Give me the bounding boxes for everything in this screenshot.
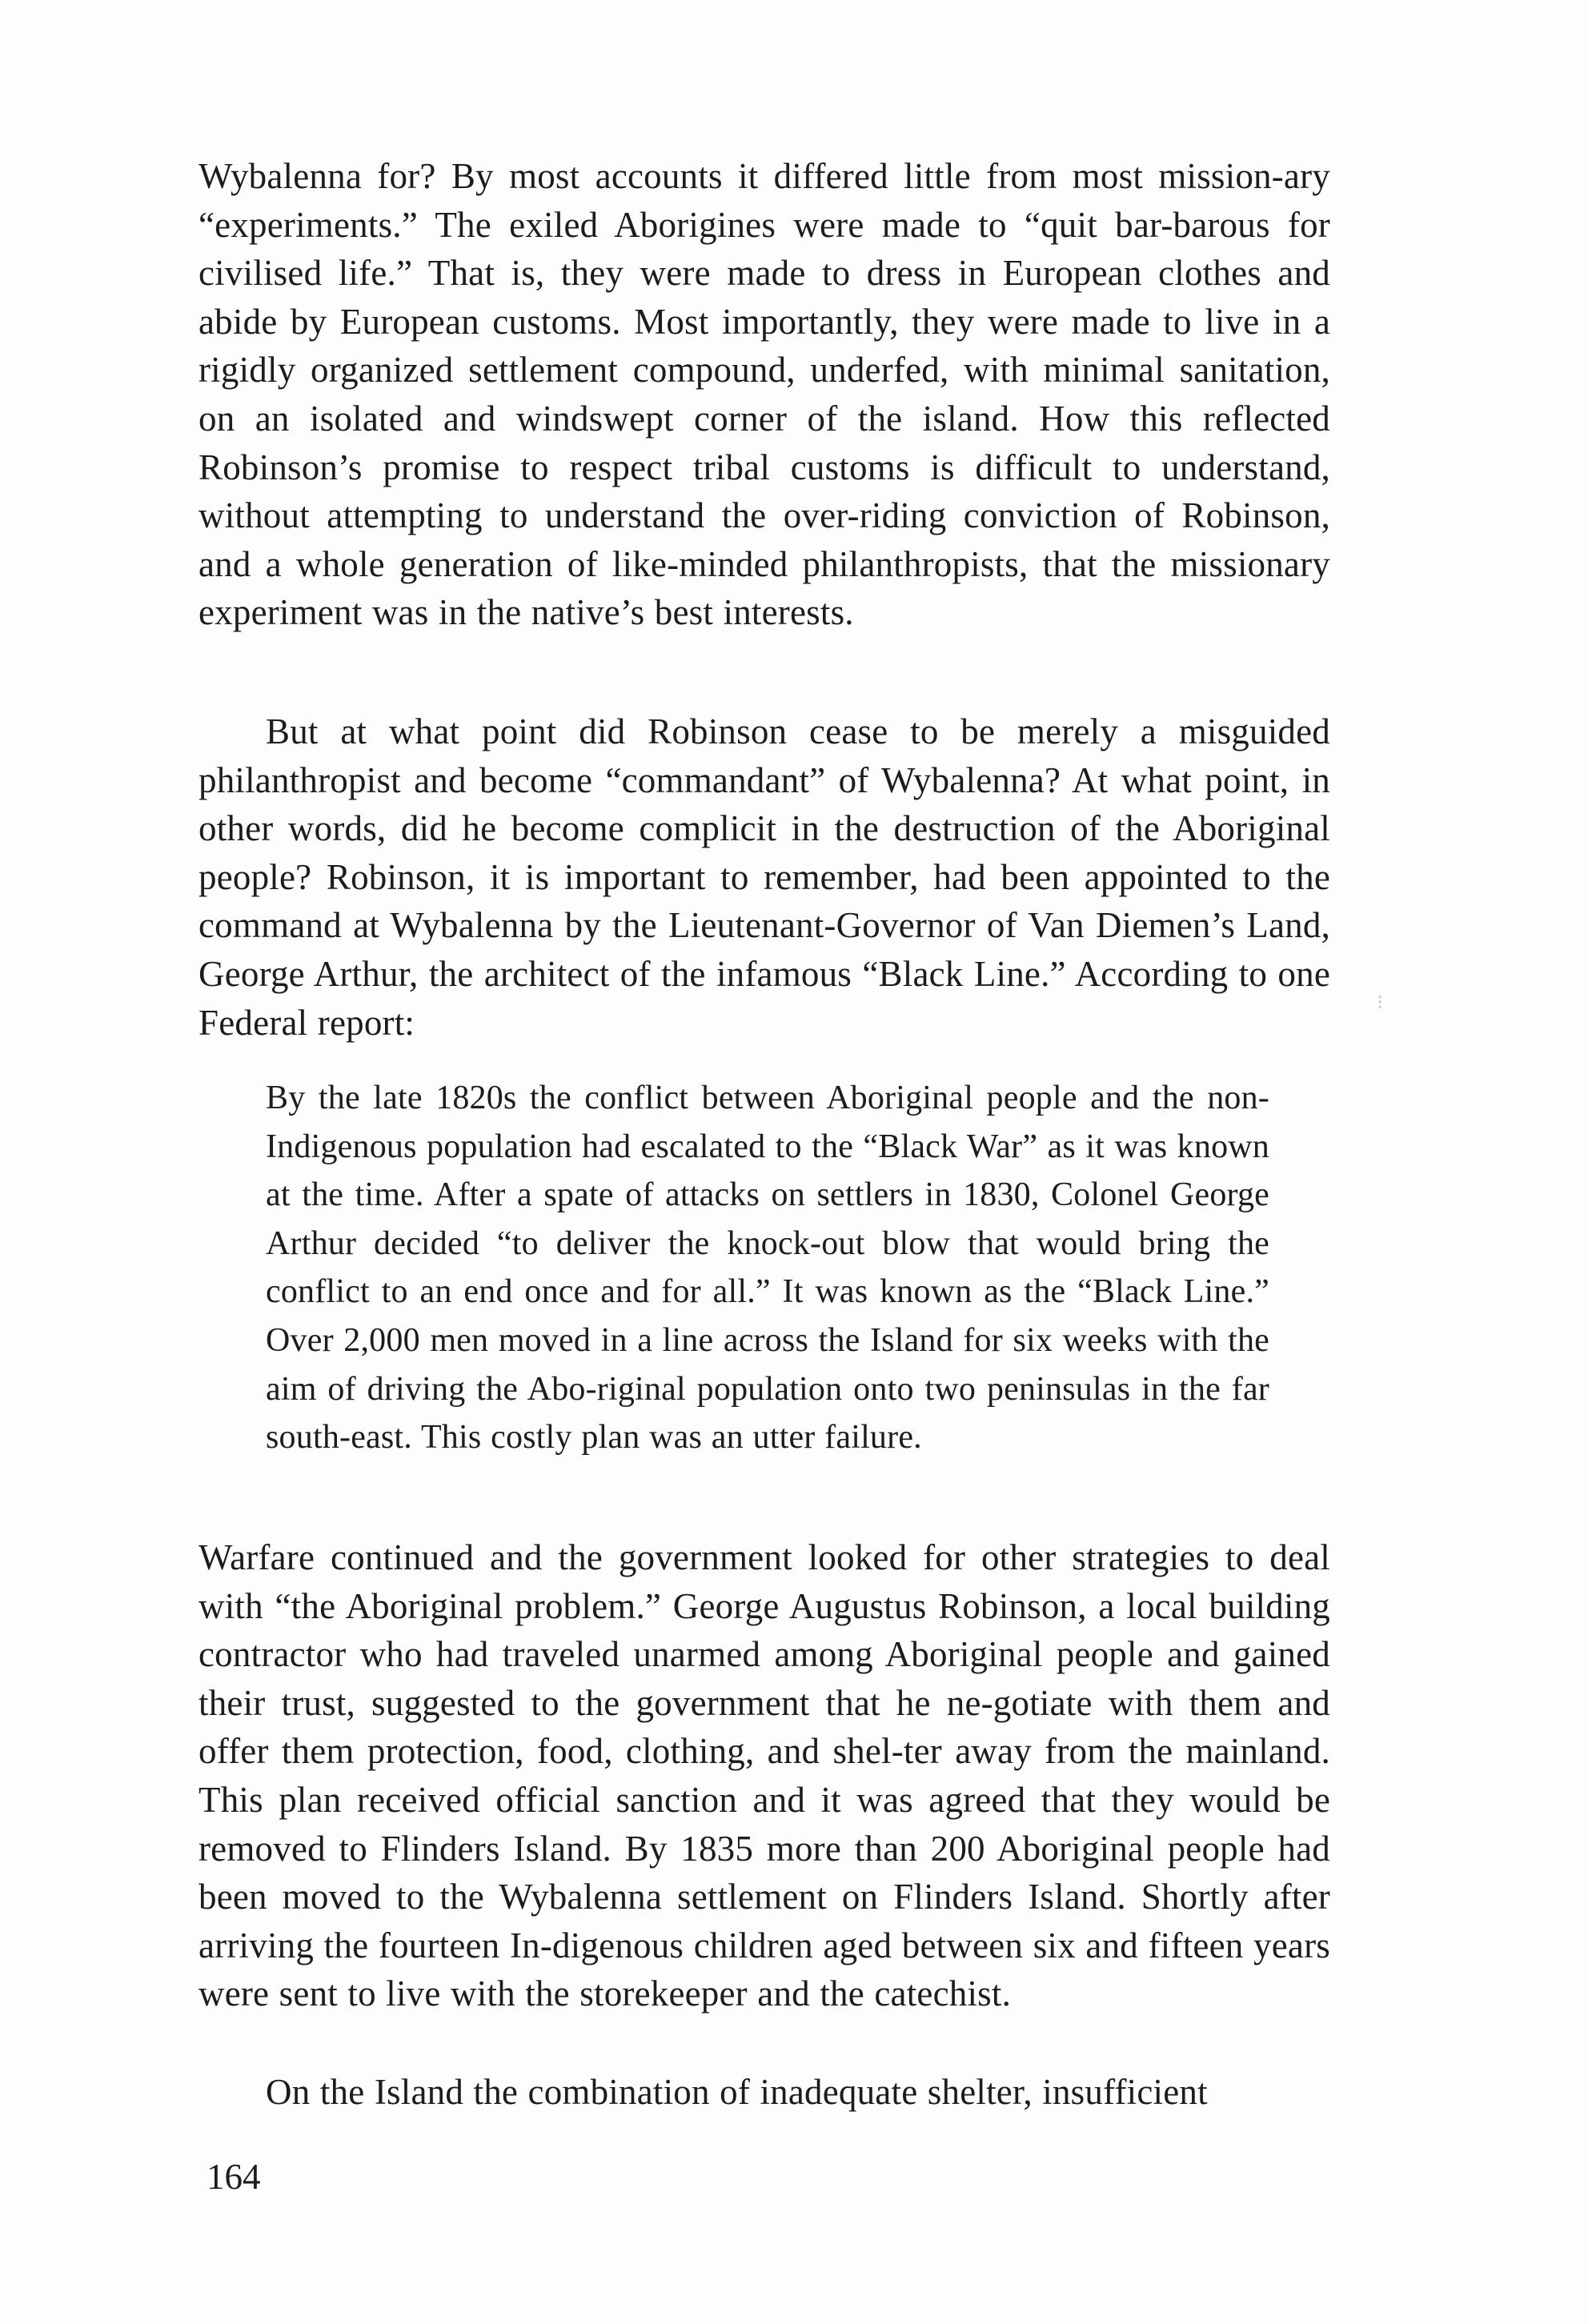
scan-smudge-mark: ⁝ <box>1377 991 1384 1014</box>
paragraph-warfare-continued: Warfare continued and the government looked for other strategies to deal with “the Aboriginal problem.” George Augustus Robinson, a local building contractor who had traveled unarmed among Aboriginal people and gained their trust, suggested to the government that he ne-gotiate with them and offer them protection, food, clothing, and shel-ter away from the mainland. This plan received official sanction and it was agreed that they would be removed to Flinders Island. By 1835 more than 200 Aboriginal people had been moved to the Wybalenna settlement on Flinders Island. Shortly after arriving the fourteen In-digenous children aged between six and fifteen years were sent to live with the storekeeper and the catechist. <box>198 1537 1330 2014</box>
paragraph-on-the-island <box>198 2068 1330 2117</box>
page-number: 164 <box>207 2157 261 2197</box>
paragraph-on-the-island-text: On the Island the combination of inadequate shelter, insufficient <box>266 2072 1208 2112</box>
block-quote-federal-report: By the late 1820s the conflict between Aboriginal people and the non-Indigenous population had escalated to the “Black War” as it was known at the time. After a spate of attacks on settlers in 1830, Colonel George Arthur decided “to deliver the knock-out blow that would bring the conflict to an end once and for all.” It was known as the “Black Line.” Over 2,000 men moved in a line across the Island for six weeks with the aim of driving the Abo-riginal population onto two peninsulas in the far south-east. This costly plan was an utter failure. <box>266 1080 1269 1457</box>
paragraph-wybalenna: Wybalenna for? By most accounts it differed little from most mission-ary “experiments.” The exiled Aborigines were made to “quit bar-barous for civilised life.” That is, they were made to dress in European clothes and abide by European customs. Most importantly, they were made to live in a rigidly organized settlement compound, underfed, with minimal sanitation, on an isolated and windswept corner of the island. How this reflected Robinson’s promise to respect tribal customs is difficult to understand, without attempting to understand the over-riding conviction of Robinson, and a whole generation of like-minded philanthropists, that the missionary experiment was in the native’s best interests. <box>198 156 1330 633</box>
paragraph-commandant: But at what point did Robinson cease to be merely a misguided philanthropist and become “commandant” of Wybalenna? At what point, in other words, did he become complicit in the destruction of the Aboriginal people? Robinson, it is important to remember, had been appointed to the command at Wybalenna by the Lieutenant-Governor of Van Diemen’s Land, George Arthur, the architect of the infamous “Black Line.” According to one Federal report: <box>198 711 1330 1043</box>
